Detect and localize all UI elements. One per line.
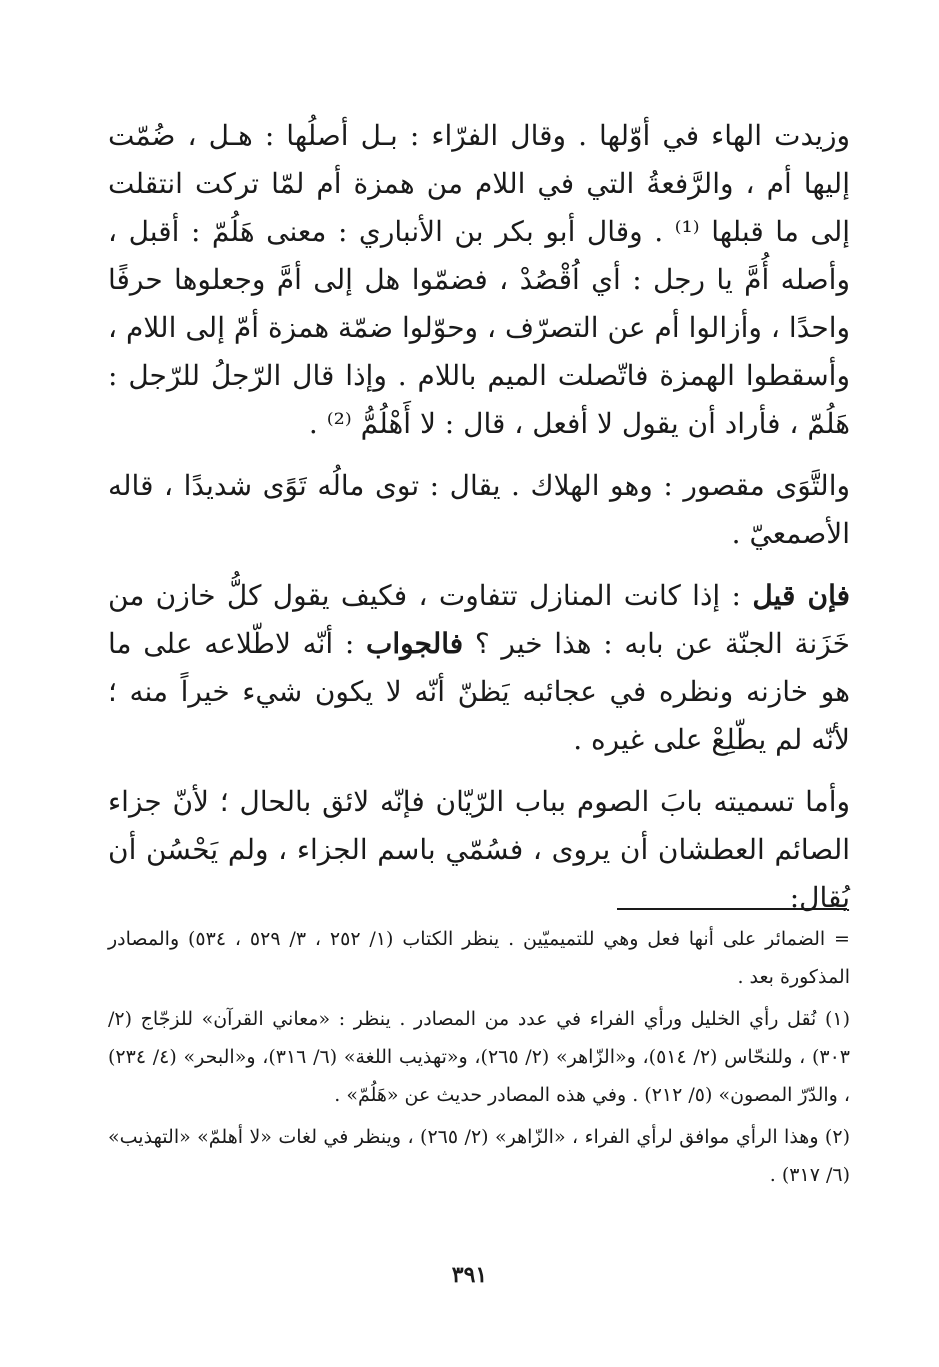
paragraph-3	[108, 572, 850, 764]
main-text	[108, 112, 850, 936]
paragraph-3-part-b: : أنّه لاطّلاعه على ما هو خازنه ونظره في عجائبه يَظنّ أنّه لا يكون شيء خيراً منه ؛ لأنّه لم يطّلِعْ على غيره .	[108, 627, 850, 756]
paragraph-4: وأما تسميته بابَ الصوم بباب الرّيّان فإنّه لائق بالحال ؛ لأنّ جزاء الصائم العطشان أن يروى ، فسُمّي باسم الجزاء ، ولم يَحْسُن أن يُقال:	[108, 785, 850, 914]
footnote-continued: = الضمائر على أنها فعل وهي للتميميّين . ينظر الكتاب (١/ ٢٥٢ ، ٣/ ٥٢٩ ، ٥٣٤) والمصادر المذكورة بعد .	[108, 928, 850, 988]
paragraph-2: والتَّوَى مقصور : وهو الهلاك . يقال : توى مالُه تَوًى شديدًا ، قاله الأصمعيّ .	[108, 469, 850, 550]
footnote-2: (٢) وهذا الرأي موافق لرأي الفراء ، «الزّاهر» (٢/ ٢٦٥) ، وينظر في لغات «لا أهلمّ» «التهذيب» (٦/ ٣١٧) .	[108, 1126, 850, 1186]
paragraph-1: وزيدت الهاء في أوّلها . وقال الفرّاء : بـل أصلُها : هـل ، ضُمّت إليها أم ، والرَّفعةُ التي في اللام من همزة أم لمّا تركت انتقلت إلى ما قبلها ⁽¹⁾ . وقال أبو بكر بن الأنباري : معنى هَلُمّ : أقبل ، وأصله أُمَّ يا رجل : أي اُقْصُدْ ، فضمّوا هل إلى أمَّ وجعلوها حرفًا واحدًا ، وأزالوا أم عن التصرّف ، وحوّلوا ضمّة همزة أمّ إلى اللام ، وأسقطوا الهمزة فاتّصلت الميم باللام . وإذا قال الرّجلُ للرّجل : هَلُمّ ، فأراد أن يقول لا أفعل ، قال : لا أَهْلُمُّ ⁽²⁾ .	[108, 119, 850, 440]
footnote-separator	[617, 908, 847, 910]
page-number: ٣٩١	[451, 1262, 488, 1288]
paragraph-3-part-a: : إذا كانت المنازل تتفاوت ، فكيف يقول كلُّ خازن من خَزَنة الجنّة عن بابه : هذا خير ؟	[108, 579, 850, 660]
footnotes	[108, 920, 850, 1198]
question-heading: فإن قيل	[752, 579, 851, 612]
footnote-1: (١) نُقل رأي الخليل ورأي الفراء في عدد من المصادر . ينظر : «معاني القرآن» للزجّاج (٢/ ٣٠٣) ، وللنحّاس (٢/ ٥١٤)، و«الزّاهر» (٢/ ٢٦٥)، و«تهذيب اللغة» (٦/ ٣١٦)، و«البحر» (٤/ ٢٣٤) ، والدّرّ المصون» (٥/ ٢١٢) . وفي هذه المصادر حديث عن «هَلُمّ» .	[108, 1008, 850, 1106]
answer-heading: فالجواب	[366, 627, 464, 660]
